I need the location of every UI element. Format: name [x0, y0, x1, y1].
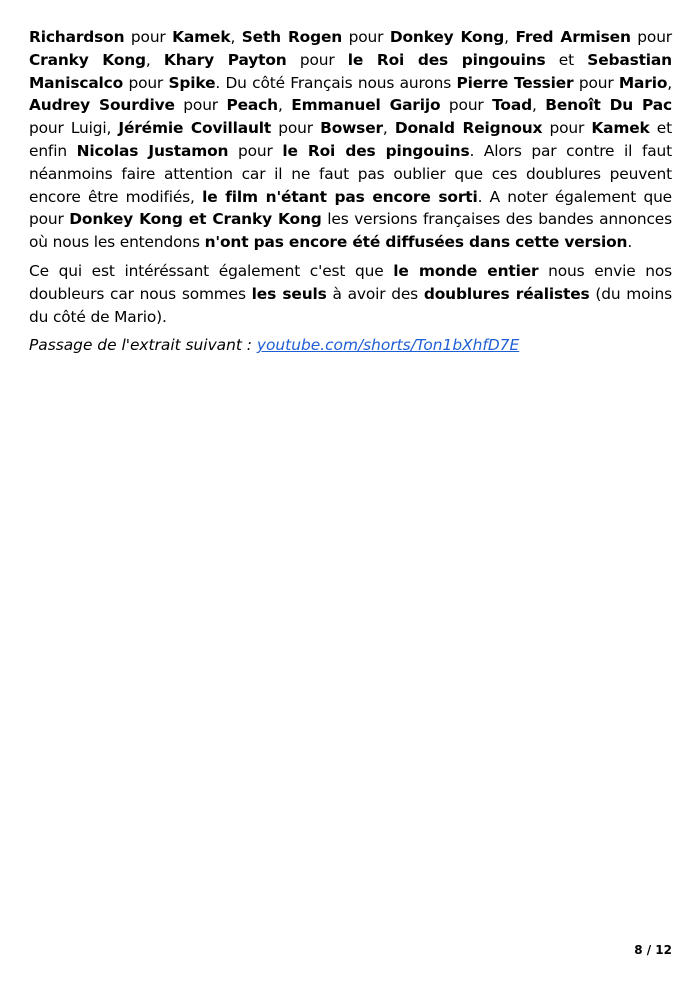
bold-text-run: Spike — [168, 73, 216, 92]
text-run: , — [382, 119, 395, 138]
text-run: , — [667, 73, 673, 92]
text-run: pour Luigi, — [29, 119, 119, 138]
text-run: et enfin — [29, 119, 672, 160]
text-run: . Du côté Français nous aurons — [215, 73, 457, 92]
bold-text-run: Kamek — [591, 119, 650, 138]
source-line — [29, 334, 672, 357]
bold-text-run: Seth Rogen — [241, 28, 343, 46]
bold-text-run: Donald Reignoux — [394, 119, 543, 138]
document-page — [29, 26, 672, 357]
paragraph-voice-cast — [29, 26, 672, 254]
bold-text-run: Kamek — [172, 28, 231, 46]
text-run: pour — [342, 28, 390, 46]
text-run: . A noter également que pour — [29, 187, 672, 229]
text-run: pour — [123, 73, 169, 92]
bold-text-run: Pierre Tessier — [456, 73, 574, 92]
text-run: Ce qui est intéréssant également c'est que — [29, 261, 394, 280]
bold-text-run: Peach — [226, 96, 278, 115]
bold-text-run: Jérémie Covillault — [118, 119, 272, 138]
text-run: (du moins du côté de Mario). — [29, 284, 672, 326]
bold-text-run: le film n'étant pas encore sorti — [202, 187, 478, 206]
text-run: , — [504, 28, 516, 46]
bold-text-run: Donkey Kong et Cranky Kong — [69, 210, 322, 229]
text-run: , — [145, 50, 164, 69]
text-run: pour — [630, 28, 672, 46]
bold-text-run: le Roi des pingouins — [347, 50, 546, 69]
text-run: , — [277, 96, 292, 115]
text-run: pour — [286, 50, 348, 69]
text-run: . — [627, 233, 633, 252]
bold-text-run: Benoît Du Pac — [545, 96, 672, 115]
bold-text-run: Emmanuel Garijo — [291, 96, 441, 115]
source-label: Passage de l'extrait suivant : — [29, 336, 257, 355]
bold-text-run: Audrey Sourdive — [29, 96, 175, 115]
text-run: pour — [174, 96, 227, 115]
bold-text-run: Mario — [618, 73, 668, 92]
bold-text-run: Nicolas Justamon — [76, 141, 229, 160]
text-run: , — [230, 28, 242, 46]
bold-text-run: Fred Armisen — [515, 28, 631, 46]
bold-text-run: Sebastian Maniscalco — [29, 50, 672, 92]
text-run: pour — [228, 141, 283, 160]
text-run: pour — [440, 96, 493, 115]
text-run: pour — [573, 73, 619, 92]
bold-text-run: n'ont pas encore été diffusées dans cette version — [204, 233, 628, 252]
text-run: nous envie nos doubleurs car nous sommes — [29, 261, 672, 303]
bold-text-run: les seuls — [251, 284, 327, 303]
bold-text-run: doublures réalistes — [423, 284, 590, 303]
bold-text-run: Donkey Kong — [389, 28, 505, 46]
bold-text-run: Richardson — [29, 28, 125, 46]
bold-text-run: Cranky Kong — [29, 50, 146, 69]
text-run: , — [531, 96, 546, 115]
bold-text-run: le Roi des pingouins — [282, 141, 470, 160]
bold-text-run: Toad — [492, 96, 532, 115]
text-run: . Alors par contre il faut néanmoins faire attention car il ne faut pas oublier que ces doublures peuvent encore être modifiés, — [29, 141, 673, 206]
paragraph-worldwide-envy — [29, 260, 672, 328]
text-run: à avoir des — [326, 284, 424, 303]
bold-text-run: le monde entier — [393, 261, 539, 280]
page-number: 8 / 12 — [634, 943, 672, 957]
text-run: pour — [124, 28, 173, 46]
text-run: les versions françaises des bandes annonces où nous les entendons — [29, 210, 672, 252]
text-run: pour — [271, 119, 321, 138]
text-run: pour — [542, 119, 592, 138]
text-run: et — [545, 50, 588, 69]
source-link[interactable]: youtube.com/shorts/Ton1bXhfD7E — [256, 336, 520, 355]
bold-text-run: Khary Payton — [163, 50, 287, 69]
bold-text-run: Bowser — [320, 119, 383, 138]
